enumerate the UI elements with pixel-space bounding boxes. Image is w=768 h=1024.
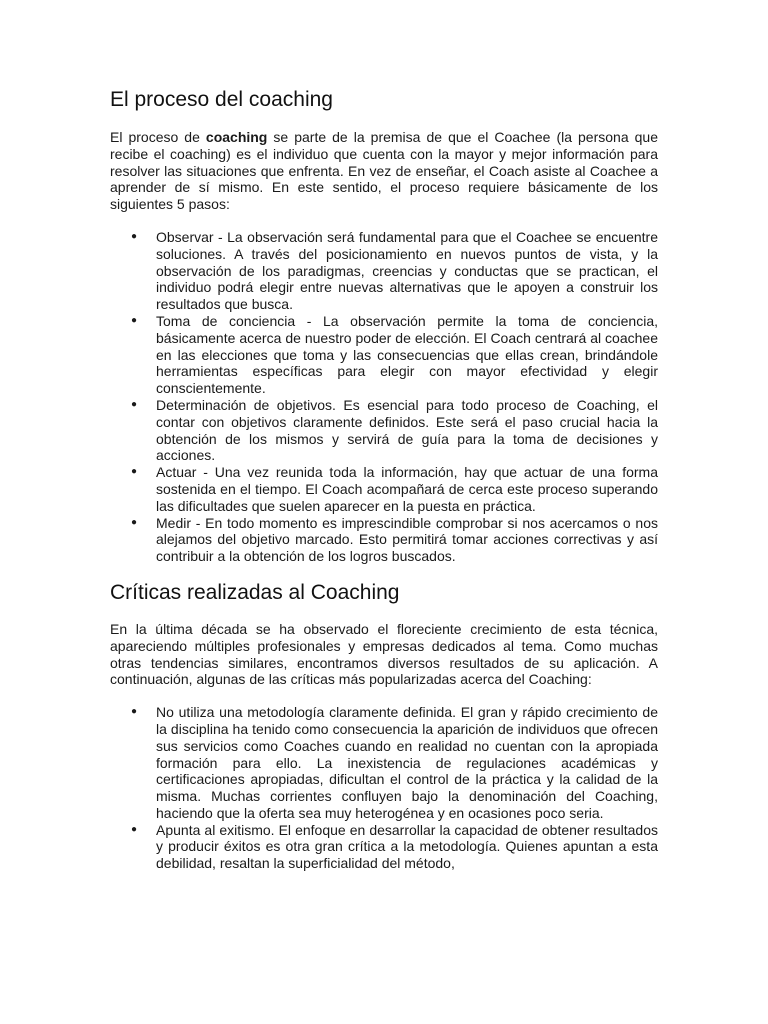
list-item-text: Apunta al exitismo. El enfoque en desarrollar la capacidad de obtener resultados y producir éxitos es otra gran crítica a la metodología. Quienes apuntan a esta debilidad, resaltan la superficialidad del método,: [156, 821, 658, 872]
bullet-icon: ●: [131, 466, 138, 478]
intro-paragraph-criticas: En la última década se ha observado el floreciente crecimiento de esta técnica, apareciendo múltiples profesionales y empresas dedicados al tema. Como muchas otras tendencias similares, encontramos diversos resultados de su aplicación. A continuación, algunas de las críticas más popularizadas acerca del Coaching:: [110, 620, 658, 688]
intro-text-start: El proceso de: [110, 129, 206, 145]
section-heading-proceso: El proceso del coaching: [110, 88, 333, 111]
list-item: [110, 515, 658, 565]
intro-paragraph-proceso: [110, 129, 658, 213]
list-item-text: Determinación de objetivos. Es esencial para todo proceso de Coaching, el contar con objetivos claramente definidos. Este será el paso crucial hacia la obtención de los mismos y servirá de guía para la toma de decisiones y acciones.: [156, 396, 658, 464]
bullet-icon: ●: [131, 398, 138, 410]
intro-bold-term: coaching: [205, 129, 268, 145]
bullet-icon: ●: [131, 706, 138, 718]
document-page: [110, 86, 658, 872]
steps-list: [110, 229, 658, 565]
list-item: [110, 704, 658, 822]
list-item: [110, 822, 658, 872]
list-item: [110, 313, 658, 397]
list-item-text: Medir - En todo momento es imprescindible comprobar si nos acercamos o nos alejamos del objetivo marcado. Esto permitirá tomar acciones correctivas y así contribuir a la obtención de los logros buscados.: [156, 514, 658, 565]
bullet-icon: ●: [131, 823, 138, 835]
criticisms-list: [110, 704, 658, 872]
list-item: [110, 397, 658, 464]
list-item-text: Actuar - Una vez reunida toda la información, hay que actuar de una forma sostenida en el tiempo. El Coach acompañará de cerca este proceso superando las dificultades que suelen aparecer en la puesta en práctica.: [156, 464, 658, 514]
bullet-icon: ●: [131, 516, 138, 528]
list-item: [110, 464, 658, 514]
list-item: [110, 229, 658, 313]
list-item-text: No utiliza una metodología claramente definida. El gran y rápido crecimiento de la disciplina ha tenido como consecuencia la aparición de individuos que ofrecen sus servicios como Coaches cuando en realidad no cuentan con la apropiada formación para ello. La inexistencia de regulaciones académicas y certificaciones apropiadas, dificultan el control de la práctica y la calidad de la misma. Muchas corrientes confluyen bajo la denominación del Coaching, haciendo que la oferta sea muy heterogénea y en ocasiones poco seria.: [156, 704, 658, 821]
list-item-text: Observar - La observación será fundamental para que el Coachee se encuentre soluciones. A través del posicionamiento en nuevos puntos de vista, y la observación de los paradigmas, creencias y conductas que se practican, el individuo podrá elegir entre nuevas alternativas que le apoyen a construir los resultados que busca.: [156, 228, 658, 313]
list-item-text: Toma de conciencia - La observación permite la toma de conciencia, básicamente acerca de nuestro poder de elección. El Coach centrará al coachee en las elecciones que toma y las consecuencias que ellas crean, brindándole herramientas específicas para elegir con mayor efectividad y elegir conscientemente.: [156, 312, 658, 397]
bullet-icon: ●: [131, 314, 138, 326]
intro-text-rest: se parte de la premisa de que el Coachee (la persona que recibe el coaching) es el individuo que cuenta con la mayor y mejor información para resolver las situaciones que enfrenta. En vez de enseñar, el Coach asiste al Coachee a aprender de sí mismo. En este sentido, el proceso requiere básicamente de los siguientes 5 pasos:: [110, 129, 658, 213]
bullet-icon: ●: [131, 230, 138, 242]
section-heading-criticas: Críticas realizadas al Coaching: [110, 580, 400, 604]
